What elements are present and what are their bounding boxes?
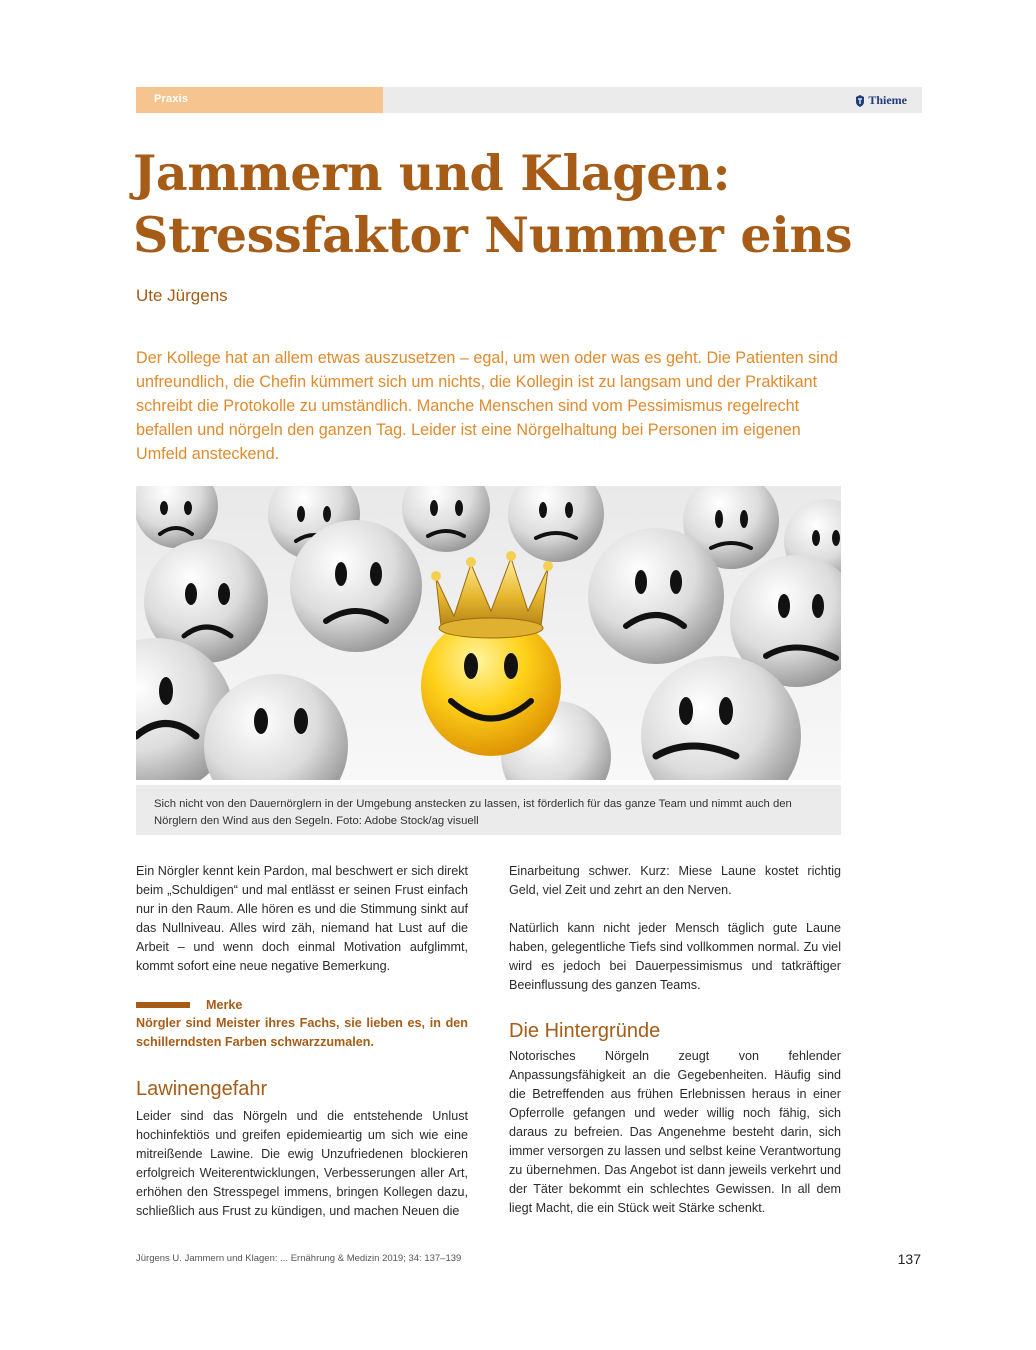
body-column-left	[136, 862, 468, 1221]
section-label: Praxis	[154, 93, 189, 105]
section-heading: Lawinengefahr	[136, 1078, 268, 1100]
body-paragraph: Notorisches Nörgeln zeugt von fehlender Anpassungsfähigkeit an die Gegebenheiten. Häufig sind die Betreffenden aus frühen Erlebnissen heraus in einer Opferrolle gefangen und weder willig noch fähig, sich daraus zu befreien. Das Angenehme besteht darin, sich immer versorgen zu lassen und selbst keine Verantwortung zu übernehmen. Das Angebot ist dann jeweils verkehrt und der Täter bekommt ein schlechtes Gewissen. In all dem liegt Macht, die ein Stück weit Stärke schenkt.	[509, 1049, 841, 1215]
publisher-logo	[855, 93, 907, 108]
body-paragraph: Ein Nörgler kennt kein Pardon, mal beschwert er sich direkt beim „Schuldigen“ und mal entlässt er seinen Frust einfach nur in den Raum. Alle hören es und die Stimmung sinkt auf das Nullniveau. Alles wird zäh, niemand hat Lust auf die Arbeit – und wenn doch einmal Motivation aufglimmt, kommt sofort eine neue negative Bemerkung.	[136, 864, 468, 973]
section-tab	[136, 87, 383, 113]
lead-paragraph: Der Kollege hat an allem etwas auszusetzen – egal, um wen oder was es geht. Die Patienten sind unfreundlich, die Chefin kümmert sich um nichts, die Kollegin ist zu langsam und der Praktikant schreibt die Protokolle zu umständlich. Manche Menschen sind vom Pessimismus regelrecht befallen und nörgeln den ganzen Tag. Leider ist eine Nörgelhaltung bei Personen im eigenen Umfeld ansteckend.	[136, 349, 838, 463]
article-title	[133, 142, 893, 266]
body-paragraph: Einarbeitung schwer. Kurz: Miese Laune kostet richtig Geld, viel Zeit und zehrt an den Nerven.	[509, 864, 841, 897]
citation-footer: Jürgens U. Jammern und Klagen: ... Ernährung & Medizin 2019; 34: 137–139	[136, 1253, 462, 1264]
body-column-right	[509, 862, 841, 1218]
merke-text: Nörgler sind Meister ihres Fachs, sie lieben es, in den schillerndsten Farben schwarzzumalen.	[136, 1016, 468, 1049]
author-name: Ute Jürgens	[136, 286, 228, 305]
merke-label: Merke	[206, 997, 243, 1012]
publisher-name: Thieme	[868, 93, 907, 107]
header-band	[136, 87, 922, 113]
merke-box	[136, 996, 468, 1052]
article-photo	[136, 486, 841, 780]
figure-caption: Sich nicht von den Dauernörglern in der Umgebung anstecken zu lassen, ist förderlich für das ganze Team und nimmt auch den Nörglern den Wind aus den Segeln. Foto: Adobe Stock/ag visuell	[136, 785, 841, 835]
title-line-2: Stressfaktor Nummer eins	[133, 206, 853, 264]
body-paragraph: Natürlich kann nicht jeder Mensch täglich gute Laune haben, gelegentliche Tiefs sind vollkommen normal. Zu viel wird es jedoch bei Dauerpessimismus und tatkräftiger Beeinflussung des ganzen Teams.	[509, 921, 841, 992]
body-paragraph: Leider sind das Nörgeln und die entstehende Unlust hochinfektiös und greifen epidemieartig um sich wie eine mitreißende Lawine. Die ewig Unzufriedenen blockieren erfolgreich Weiterentwicklungen, Verbesserungen aller Art, erhöhen den Stresspegel immens, bringen Kollegen dazu, schließlich aus Frust zu kündigen, und machen Neuen die	[136, 1109, 468, 1218]
section-heading: Die Hintergründe	[509, 1020, 661, 1042]
sad-face-ball	[588, 528, 724, 664]
page-number: 137	[897, 1251, 921, 1267]
merke-bar	[136, 1002, 190, 1008]
sad-face-ball	[290, 520, 422, 652]
thieme-logo-icon	[855, 95, 865, 107]
title-line-1: Jammern und Klagen:	[133, 144, 731, 202]
